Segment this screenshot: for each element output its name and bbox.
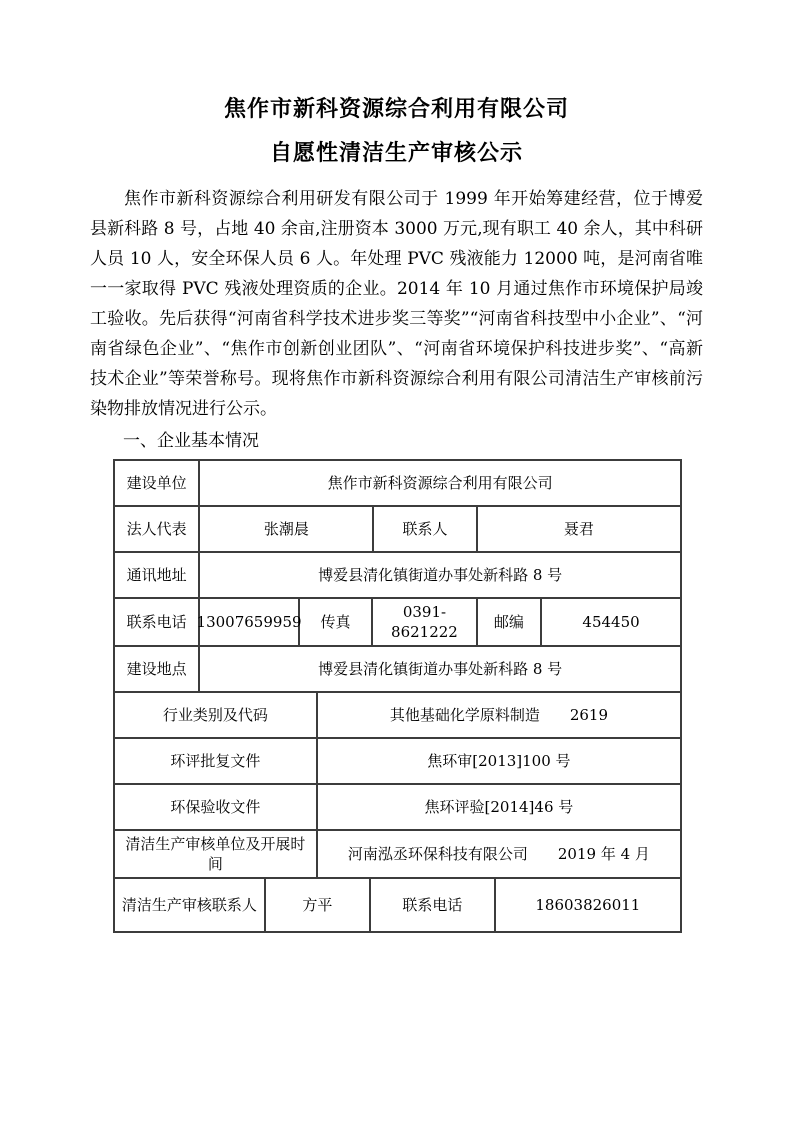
table-cell-value: 张潮晨 (200, 507, 374, 553)
table-row-eia-approval-doc (115, 739, 680, 785)
table-cell-label: 通讯地址 (115, 553, 200, 599)
page-title: 焦作市新科资源综合利用有限公司 (223, 97, 569, 122)
table-cell-label: 建设地点 (115, 647, 200, 693)
table-row-legal-representative (115, 507, 680, 553)
table-cell-label: 建设单位 (115, 461, 200, 507)
table-cell-label: 联系电话 (115, 599, 200, 647)
table-row-construction-site (115, 647, 680, 693)
intro-paragraph: 焦作市新科资源综合利用研发有限公司于 1999 年开始筹建经营，位于博爱县新科路 8 号，占地 40 余亩,注册资本 3000 万元,现有职工 40 余人，其中科研人员 10 人，安全环保人员 6 人。年处理 PVC 残液能力 12000 吨，是河南省唯一一家取得 PVC 残液处理资质的企业。2014 年 10 月通过焦作市环境保护局竣工验收。先后获得“河南省科学技术进步奖三等奖”“河南省科技型中小企业”、“河南省绿色企业”、“焦作市创新创业团队”、“河南省环境保护科技进步奖”、“高新技术企业”等荣誉称号。现将焦作市新科资源综合利用有限公司清洁生产审核前污染物排放情况进行公示。 (90, 189, 703, 419)
table-cell-value: 河南泓丞环保科技有限公司 2019 年 4 月 (318, 831, 680, 879)
table-row-phone-fax-zip (115, 599, 680, 647)
table-cell-value: 焦作市新科资源综合利用有限公司 (200, 461, 680, 507)
table-cell-value: 454450 (542, 599, 680, 647)
table-cell-value: 13007659959 (200, 599, 299, 647)
table-cell-label: 环评批复文件 (115, 739, 318, 785)
table-cell-value: 博爱县清化镇街道办事处新科路 8 号 (200, 553, 680, 599)
table-cell-label: 联系人 (374, 507, 477, 553)
table-row-mailing-address (115, 553, 680, 599)
table-cell-label: 清洁生产审核联系人 (115, 879, 266, 931)
table-row-acceptance-doc (115, 785, 680, 831)
table-cell-value: 0391-8621222 (373, 599, 478, 647)
table-cell-value: 聂君 (478, 507, 680, 553)
section-heading: 一、企业基本情况 (123, 431, 259, 451)
table-cell-label: 行业类别及代码 (115, 693, 318, 739)
table-row-construction-unit (115, 461, 680, 507)
table-cell-value: 其他基础化学原料制造 2619 (318, 693, 680, 739)
table-row-industry-code (115, 693, 680, 739)
table-row-audit-contact (115, 879, 680, 931)
table-cell-label: 环保验收文件 (115, 785, 318, 831)
table-cell-value: 博爱县清化镇街道办事处新科路 8 号 (200, 647, 680, 693)
table-cell-value: 焦环审[2013]100 号 (318, 739, 680, 785)
table-cell-label: 联系电话 (371, 879, 496, 931)
table-cell-value: 方平 (266, 879, 371, 931)
page-subtitle: 自愿性清洁生产审核公示 (269, 141, 523, 166)
table-row-audit-unit-time (115, 831, 680, 879)
table-cell-value: 焦环评验[2014]46 号 (318, 785, 680, 831)
table-cell-label: 法人代表 (115, 507, 200, 553)
table-cell-value: 18603826011 (535, 896, 641, 914)
table-cell-label: 清洁生产审核单位及开展时间 (115, 831, 318, 879)
table-cell-label: 传真 (300, 599, 373, 647)
company-info-table (113, 459, 682, 933)
table-cell-label: 邮编 (478, 599, 542, 647)
